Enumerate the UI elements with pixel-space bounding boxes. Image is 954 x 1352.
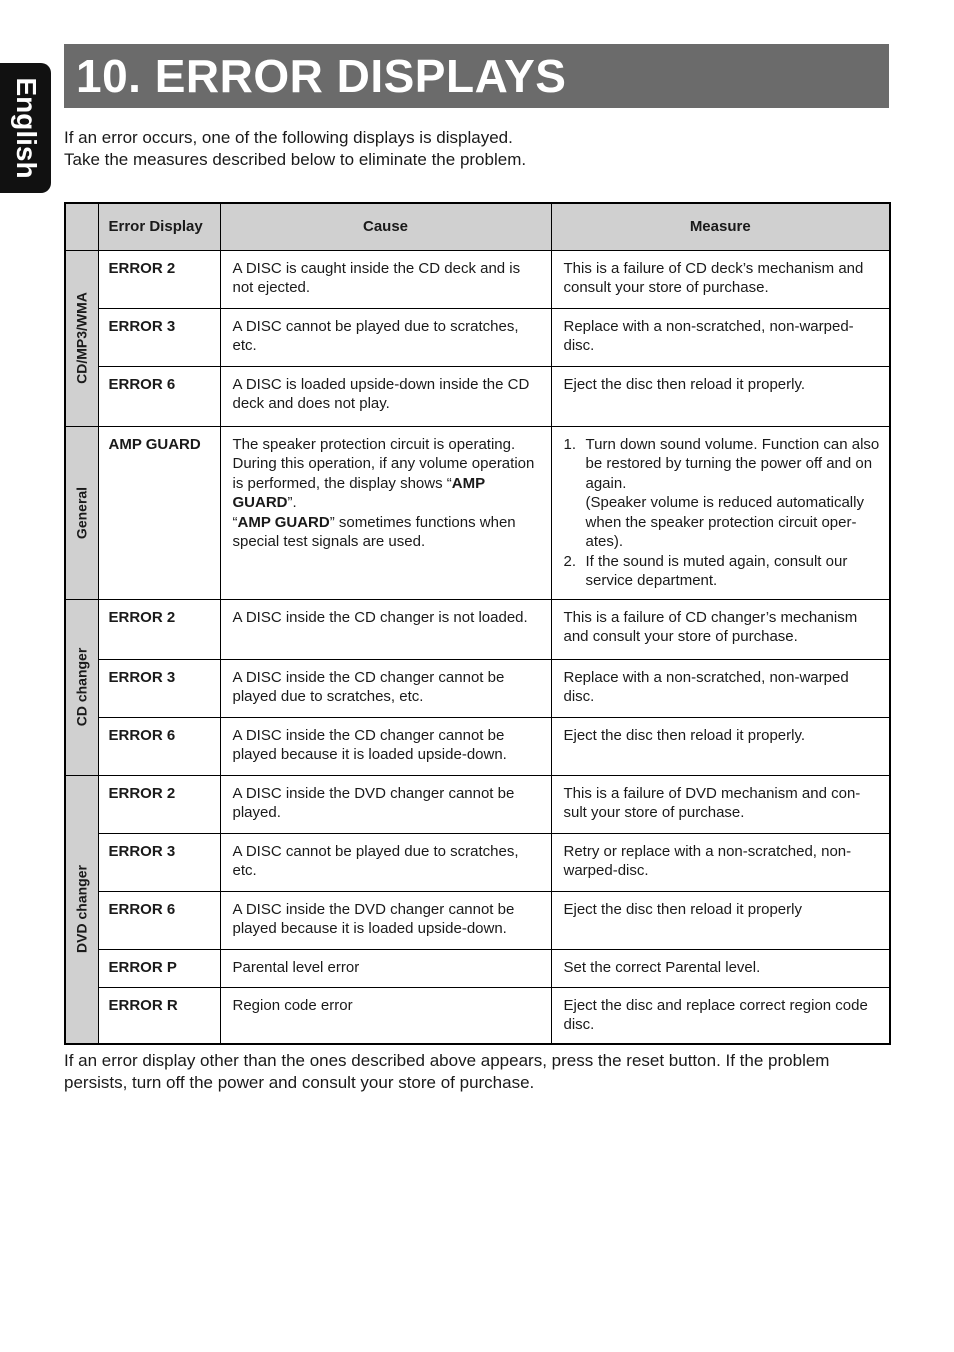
error-code: ERROR 3 bbox=[98, 659, 220, 717]
error-cause: Region code error bbox=[220, 987, 551, 1044]
error-cause: A DISC is caught inside the CD deck and is not ejected. bbox=[220, 250, 551, 308]
category-label: General bbox=[73, 486, 89, 539]
error-measure: This is a failure of CD changer’s mechanism and consult your store of purchase. bbox=[551, 599, 890, 659]
error-cause: A DISC cannot be played due to scratches, etc. bbox=[220, 308, 551, 366]
category-cd-changer bbox=[65, 599, 98, 775]
cause-text: “ bbox=[232, 513, 238, 531]
category-cd bbox=[65, 250, 98, 426]
table-row bbox=[65, 833, 890, 891]
list-item bbox=[564, 552, 886, 591]
error-cause: A DISC inside the DVD changer cannot be played. bbox=[220, 775, 551, 833]
header-error-display: Error Display bbox=[98, 203, 220, 250]
category-label: DVD changer bbox=[73, 865, 89, 954]
header-measure: Measure bbox=[551, 203, 890, 250]
list-text: If the sound is muted again, consult our service department. bbox=[585, 552, 848, 589]
error-table bbox=[64, 202, 891, 1045]
table-row bbox=[65, 366, 890, 426]
error-code: ERROR 2 bbox=[98, 250, 220, 308]
cause-text: The speaker protection circuit is operating. During this operation, if any volume operation is performed, the display shows “ bbox=[232, 435, 535, 492]
table-row bbox=[65, 949, 890, 987]
cause-text: ” sometimes functions when special test signals are used. bbox=[232, 513, 516, 550]
category-label: CD changer bbox=[73, 647, 89, 727]
error-cause: A DISC is loaded upside-down inside the CD deck and does not play. bbox=[220, 366, 551, 426]
error-measure: This is a failure of CD deck’s mechanism and consult your store of purchase. bbox=[551, 250, 890, 308]
table-row bbox=[65, 659, 890, 717]
error-cause: A DISC inside the DVD changer cannot be played because it is loaded upside-down. bbox=[220, 891, 551, 949]
error-measure: Eject the disc then reload it properly. bbox=[551, 366, 890, 426]
table-header-row bbox=[65, 203, 890, 250]
error-code: ERROR 6 bbox=[98, 717, 220, 775]
list-text bbox=[586, 435, 886, 552]
table-row bbox=[65, 250, 890, 308]
title-bar bbox=[64, 44, 889, 108]
table-row bbox=[65, 891, 890, 949]
header-blank bbox=[65, 203, 98, 250]
error-cause bbox=[220, 426, 551, 599]
table-row bbox=[65, 775, 890, 833]
error-cause: A DISC inside the CD changer cannot be played because it is loaded upside-down. bbox=[220, 717, 551, 775]
error-cause: Parental level error bbox=[220, 949, 551, 987]
table-row bbox=[65, 426, 890, 599]
error-measure: Replace with a non-scratched, non-warped disc. bbox=[551, 659, 890, 717]
table-row bbox=[65, 599, 890, 659]
language-tab bbox=[0, 63, 51, 193]
error-code: ERROR R bbox=[98, 987, 220, 1044]
error-code: ERROR P bbox=[98, 949, 220, 987]
error-measure: Eject the disc then reload it properly. bbox=[551, 717, 890, 775]
error-code: ERROR 2 bbox=[98, 599, 220, 659]
error-measure bbox=[551, 426, 890, 599]
error-code: AMP GUARD bbox=[98, 426, 220, 599]
table-row bbox=[65, 987, 890, 1044]
error-cause: A DISC inside the CD changer is not loaded. bbox=[220, 599, 551, 659]
table-row bbox=[65, 717, 890, 775]
category-dvd-changer bbox=[65, 775, 98, 1044]
list-number: 1. bbox=[563, 435, 577, 453]
measure-note: (Speaker volume is reduced automatically when the speaker protection circuit oper-ates). bbox=[585, 494, 864, 550]
error-measure: Eject the disc and replace correct region code disc. bbox=[551, 987, 890, 1044]
error-cause: A DISC cannot be played due to scratches, etc. bbox=[220, 833, 551, 891]
header-cause: Cause bbox=[220, 203, 551, 250]
intro-line-2: Take the measures described below to eliminate the problem. bbox=[64, 150, 527, 169]
category-label: CD/MP3/WMA bbox=[73, 292, 89, 384]
error-measure: This is a failure of DVD mechanism and con-sult your store of purchase. bbox=[551, 775, 890, 833]
measure-list bbox=[564, 435, 886, 591]
page-title: 10. ERROR DISPLAYS bbox=[76, 50, 567, 102]
error-code: ERROR 6 bbox=[98, 891, 220, 949]
language-label: English bbox=[10, 77, 42, 179]
list-number: 2. bbox=[563, 552, 577, 570]
outro-text: If an error display other than the ones described above appears, press the reset button. If the problem persists, turn off the power and consult your store of purchase. bbox=[64, 1051, 830, 1092]
error-measure: Eject the disc then reload it properly bbox=[551, 891, 890, 949]
error-cause: A DISC inside the CD changer cannot be played due to scratches, etc. bbox=[220, 659, 551, 717]
cause-text: ”. bbox=[287, 494, 297, 511]
cause-bold: AMP GUARD bbox=[232, 474, 485, 511]
error-measure: Replace with a non-scratched, non-warped-disc. bbox=[551, 308, 890, 366]
intro-line-1: If an error occurs, one of the following displays is displayed. bbox=[64, 128, 513, 147]
measure-text: Turn down sound volume. Function can also be restored by turning the power off and on again. bbox=[585, 435, 880, 492]
error-measure: Set the correct Parental level. bbox=[551, 949, 890, 987]
list-item bbox=[564, 435, 886, 552]
error-code: ERROR 2 bbox=[98, 775, 220, 833]
cause-bold: AMP GUARD bbox=[237, 513, 330, 531]
category-general bbox=[65, 426, 98, 599]
table-row bbox=[65, 308, 890, 366]
error-code: ERROR 3 bbox=[98, 308, 220, 366]
error-code: ERROR 3 bbox=[98, 833, 220, 891]
error-code: ERROR 6 bbox=[98, 366, 220, 426]
error-measure: Retry or replace with a non-scratched, non-warped-disc. bbox=[551, 833, 890, 891]
intro-text bbox=[64, 127, 889, 171]
